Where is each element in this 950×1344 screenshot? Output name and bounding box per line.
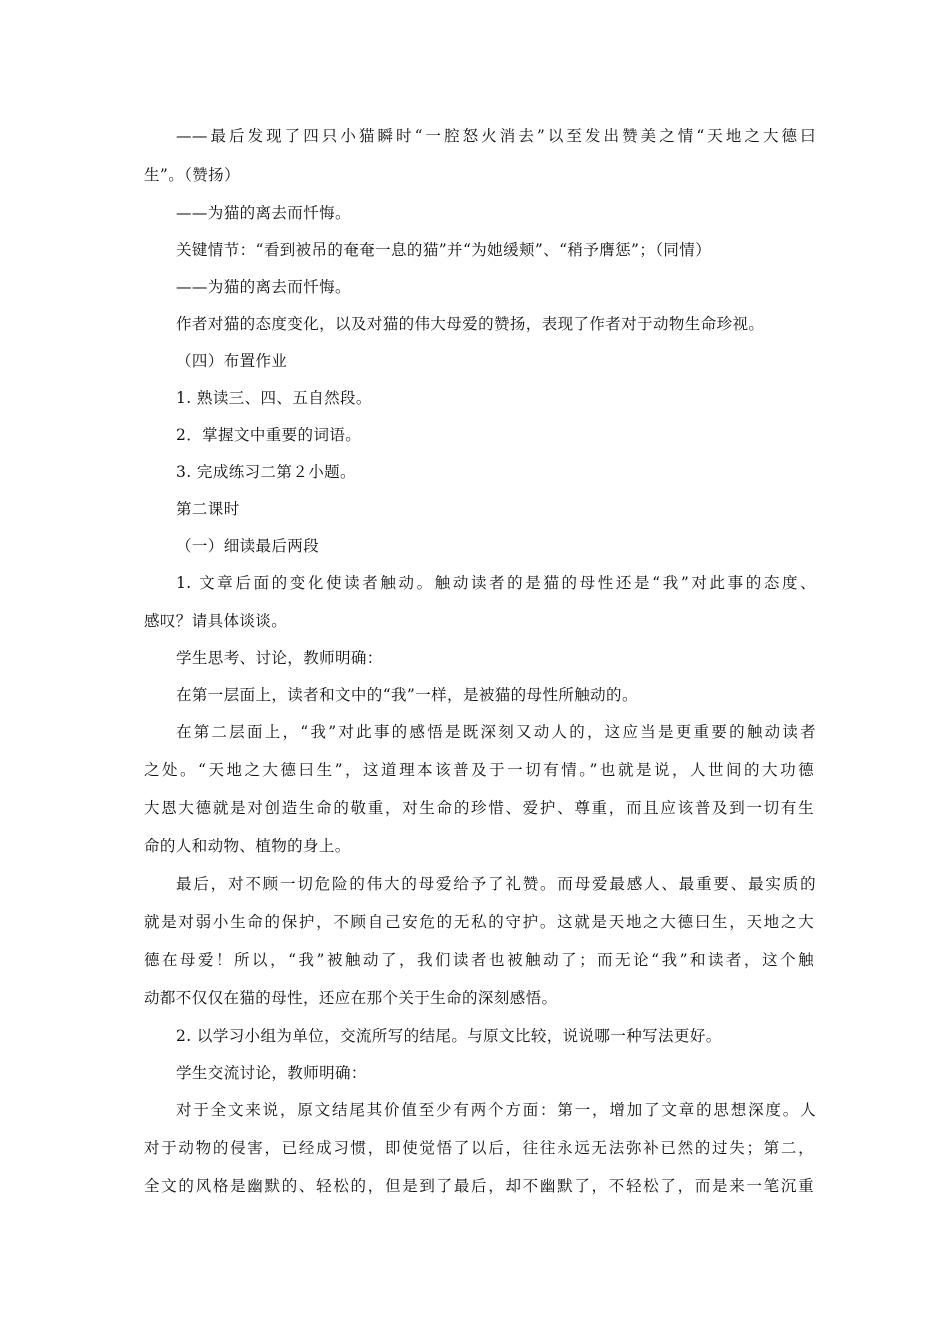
text-line: 感叹？请具体谈谈。 — [144, 612, 288, 630]
text-line: 大恩大德就是对创造生命的敬重，对生命的珍惜、爱护、尊重，而且应该普及到一切有生 — [144, 799, 814, 817]
text-line: 生”。（赞扬） — [144, 166, 240, 184]
text-line: 在第二层面上，“我”对此事的感悟是既深刻又动人的，这应当是更重要的触动读者 — [176, 723, 816, 741]
section-heading: （一）细读最后两段 — [176, 537, 320, 555]
list-item: 1. 熟读三、四、五自然段。 — [176, 389, 372, 407]
text-line: 动都不仅仅在猫的母性，还应在那个关于生命的深刻感悟。 — [144, 989, 558, 1007]
text-line: 命的人和动物、植物的身上。 — [144, 837, 351, 855]
text-line: ——为猫的离去而忏悔。 — [176, 278, 351, 296]
text-line: 对于动物的侵害，已经成习惯，即使觉悟了以后，往往永远无法弥补已然的过失；第二， — [144, 1139, 814, 1157]
list-item: 3. 完成练习二第２小题。 — [176, 463, 356, 481]
text-line: 德在母爱！所以，“我”被触动了，我们读者也被触动了；而无论“我”和读者，这个触 — [144, 951, 814, 969]
text-line: 在第一层面上，读者和文中的“我”一样，是被猫的母性所触动的。 — [176, 686, 638, 704]
text-line: 对于全文来说，原文结尾其价值至少有两个方面：第一，增加了文章的思想深度。人 — [176, 1101, 816, 1119]
text-line: 就是对弱小生命的保护，不顾自己安危的无私的守护。这就是天地之大德曰生，天地之大 — [144, 913, 814, 931]
section-heading: （四）布置作业 — [176, 352, 288, 370]
list-item: 2．掌握文中重要的词语。 — [176, 426, 362, 444]
text-line: 1. 文章后面的变化使读者触动。触动读者的是猫的母性还是“我”对此事的态度、 — [176, 574, 816, 592]
text-line: 最后，对不顾一切危险的伟大的母爱给予了礼赞。而母爱最感人、最重要、最实质的 — [176, 875, 816, 893]
text-line: 之处。“天地之大德曰生”，这道理本该普及于一切有情。”也就是说，人世间的大功德 — [144, 761, 814, 779]
text-line: 学生思考、讨论，教师明确： — [176, 649, 383, 667]
text-line: ——为猫的离去而忏悔。 — [176, 204, 351, 222]
section-heading: 第二课时 — [176, 500, 240, 518]
text-line: ——最后发现了四只小猫瞬时“一腔怒火消去”以至发出赞美之情“天地之大德曰 — [176, 127, 816, 145]
text-line: 学生交流讨论，教师明确： — [176, 1064, 367, 1082]
text-line: 关键情节：“看到被吊的奄奄一息的猫”并“为她缓颊”、“稍予膺惩”；（同情） — [176, 241, 712, 259]
text-line: 作者对猫的态度变化，以及对猫的伟大母爱的赞扬，表现了作者对于动物生命珍视。 — [176, 315, 765, 333]
text-line: 全文的风格是幽默的、轻松的，但是到了最后，却不幽默了，不轻松了，而是来一笔沉重 — [144, 1177, 814, 1195]
list-item: 2. 以学习小组为单位，交流所写的结尾。与原文比较，说说哪一种写法更好。 — [176, 1027, 722, 1045]
